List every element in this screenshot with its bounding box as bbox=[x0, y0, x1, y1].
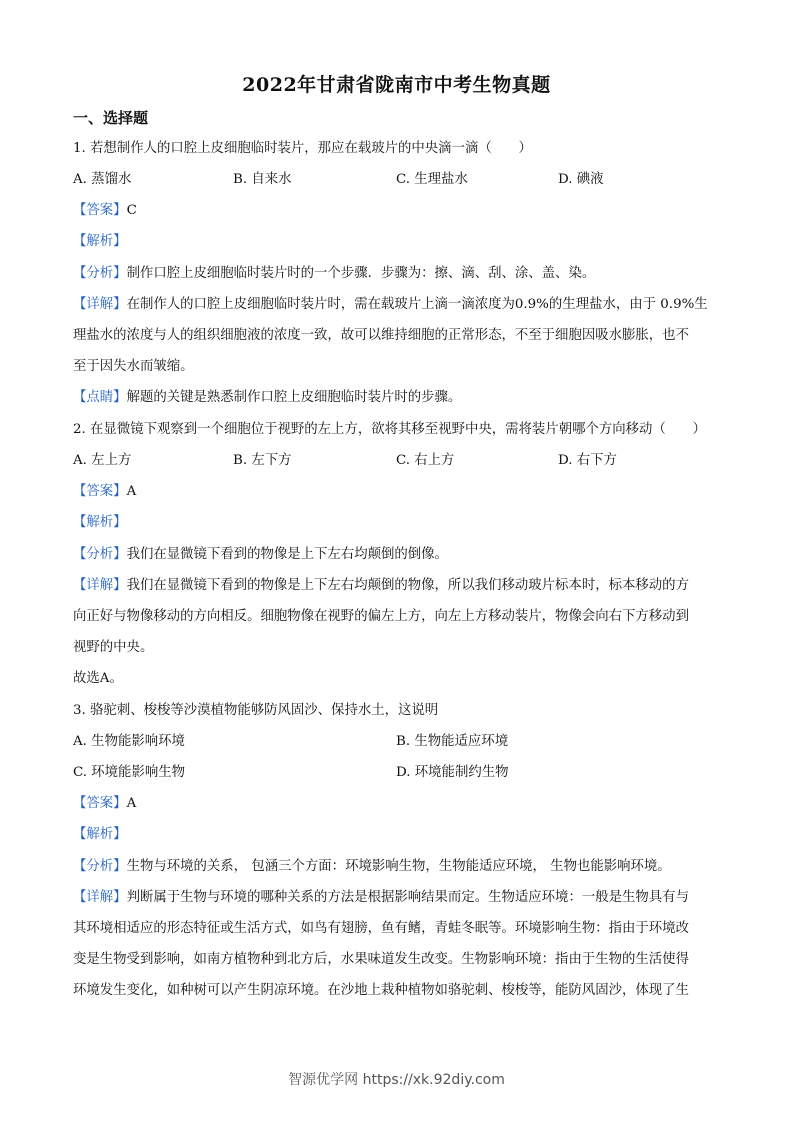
answer-tag: 【答案】 bbox=[73, 796, 127, 811]
q1-option-b: B. 自来水 bbox=[233, 172, 292, 187]
dianjing-text: 解题的关键是熟悉制作口腔上皮细胞临时装片时的步骤。 bbox=[126, 390, 462, 405]
q1-answer bbox=[73, 201, 723, 221]
q1-option-a: A. 蒸馏水 bbox=[73, 172, 132, 187]
q2-option-b: B. 左下方 bbox=[233, 453, 292, 468]
q3-stem: 3. 骆驼刺、梭梭等沙漠植物能够防风固沙、保持水土，这说明 bbox=[73, 703, 439, 718]
q1-xiangjie-line-3: 至于因失水而皱缩。 bbox=[73, 359, 194, 374]
fenxi-text: 制作口腔上皮细胞临时装片时的一个步骤．步骤为：擦、滴、刮、涂、盖、染。 bbox=[126, 266, 596, 281]
answer-value: C bbox=[126, 203, 137, 218]
q2-fenxi bbox=[73, 545, 723, 565]
q3-option-b: B. 生物能适应环境 bbox=[396, 734, 509, 749]
q3-xiangjie-line-3: 变是生物受到影响，如南方植物种到北方后，水果味道发生改变。生物影响环境：指由于生物的生活使得 bbox=[73, 952, 689, 967]
xiangjie-tag: 【详解】 bbox=[73, 297, 127, 312]
q2-xiangjie-line-3: 视野的中央。 bbox=[73, 640, 154, 655]
q2-option-d: D. 右下方 bbox=[558, 453, 617, 468]
q3-option-a: A. 生物能影响环境 bbox=[73, 734, 185, 749]
q2-option-a: A. 左上方 bbox=[73, 453, 132, 468]
fenxi-tag: 【分析】 bbox=[73, 859, 127, 874]
page-title: 2022年甘肃省陇南市中考生物真题 bbox=[242, 74, 551, 96]
jiexi-tag: 【解析】 bbox=[73, 234, 127, 249]
answer-tag: 【答案】 bbox=[73, 203, 127, 218]
jiexi-tag: 【解析】 bbox=[73, 827, 127, 842]
q3-option-c: C. 环境能影响生物 bbox=[73, 765, 186, 780]
fenxi-text: 我们在显微镜下看到的物像是上下左右均颠倒的倒像。 bbox=[126, 547, 448, 562]
xiangjie-tag: 【详解】 bbox=[73, 890, 127, 905]
answer-value: A bbox=[126, 796, 137, 811]
q2-stem: 2. 在显微镜下观察到一个细胞位于视野的左上方，欲将其移至视野中央，需将装片朝哪个方向移动（ ） bbox=[73, 422, 706, 437]
q1-xiangjie-line-1 bbox=[73, 295, 723, 315]
q2-answer bbox=[73, 482, 723, 502]
q3-xiangjie-line-4: 环境发生变化，如种树可以产生阴凉环境。在沙地上栽种植物如骆驼刺、梭梭等，能防风固沙，体现了生 bbox=[73, 983, 689, 998]
q1-option-c: C. 生理盐水 bbox=[396, 172, 468, 187]
q3-option-d: D. 环境能制约生物 bbox=[396, 765, 509, 780]
q2-xiangjie-line-2: 向正好与物像移动的方向相反。细胞物像在视野的偏左上方，向左上方移动装片，物像会向右下方移动到 bbox=[73, 609, 689, 624]
xiangjie-tag: 【详解】 bbox=[73, 578, 127, 593]
fenxi-text: 生物与环境的关系， 包涵三个方面：环境影响生物，生物能适应环境， 生物也能影响环境。 bbox=[126, 859, 671, 874]
q1-fenxi bbox=[73, 264, 723, 284]
answer-tag: 【答案】 bbox=[73, 484, 127, 499]
q2-jiexi bbox=[73, 513, 723, 533]
q1-xiangjie-line-2: 理盐水的浓度与人的组织细胞液的浓度一致，故可以维持细胞的正常形态，不至于细胞因吸水膨胀，也不 bbox=[73, 328, 689, 343]
q1-stem: 1. 若想制作人的口腔上皮细胞临时装片，那应在载玻片的中央滴一滴（ ） bbox=[73, 141, 532, 156]
section-heading: 一、选择题 bbox=[73, 109, 149, 127]
xiangjie-text: 我们在显微镜下看到的物像是上下左右均颠倒的物像，所以我们移动玻片标本时，标本移动的方 bbox=[126, 578, 689, 593]
q3-answer bbox=[73, 794, 723, 814]
q3-fenxi bbox=[73, 857, 723, 877]
q1-dianjing bbox=[73, 388, 723, 408]
q3-jiexi bbox=[73, 825, 723, 845]
footer-watermark: 智源优学网 https://xk.92diy.com bbox=[288, 1072, 505, 1088]
q3-xiangjie-line-2: 其环境相适应的形态特征或生活方式，如鸟有翅膀，鱼有鳍，青蛙冬眠等。环境影响生物：指由于环境改 bbox=[73, 921, 689, 936]
q2-option-c: C. 右上方 bbox=[396, 453, 455, 468]
jiexi-tag: 【解析】 bbox=[73, 515, 127, 530]
fenxi-tag: 【分析】 bbox=[73, 266, 127, 281]
fenxi-tag: 【分析】 bbox=[73, 547, 127, 562]
q1-jiexi bbox=[73, 232, 723, 252]
q2-xiangjie-line-1 bbox=[73, 576, 723, 596]
xiangjie-text: 在制作人的口腔上皮细胞临时装片时，需在载玻片上滴一滴浓度为0.9%的生理盐水，由于 0.9%生 bbox=[126, 297, 708, 312]
q2-conclusion: 故选A。 bbox=[73, 671, 123, 686]
q1-option-d: D. 碘液 bbox=[558, 172, 604, 187]
xiangjie-text: 判断属于生物与环境的哪种关系的方法是根据影响结果而定。生物适应环境：一般是生物具有与 bbox=[126, 890, 689, 905]
dianjing-tag: 【点睛】 bbox=[73, 390, 127, 405]
answer-value: A bbox=[126, 484, 137, 499]
q3-xiangjie-line-1 bbox=[73, 888, 723, 908]
